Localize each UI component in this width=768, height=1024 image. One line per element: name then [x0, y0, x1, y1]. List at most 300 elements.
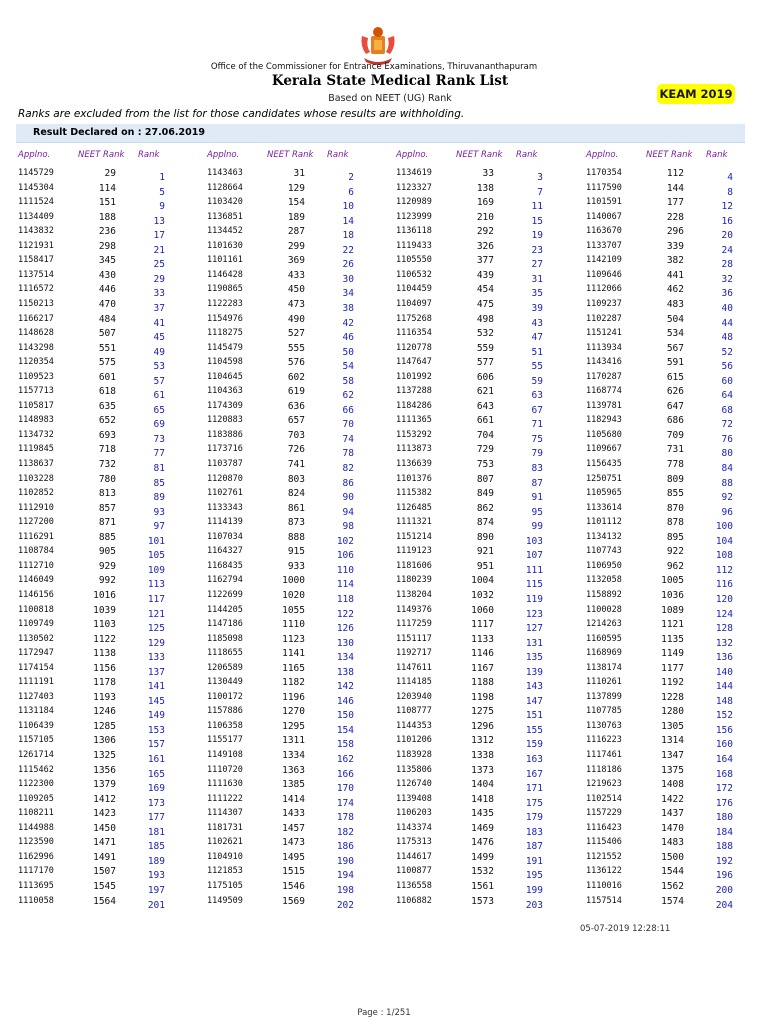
neet-rank: 1457: [282, 822, 305, 834]
application-number: 1102287: [586, 313, 622, 324]
column-header-appl: Applno.: [207, 150, 240, 160]
table-row: [18, 183, 198, 197]
application-number: 1155177: [207, 735, 243, 746]
neet-rank: 686: [666, 415, 684, 427]
application-number: 1105550: [396, 255, 432, 266]
table-row: [207, 721, 387, 735]
state-rank: 144: [715, 681, 733, 693]
state-rank: 172: [715, 783, 733, 795]
neet-rank: 1192: [661, 677, 684, 689]
application-number: 1162996: [18, 851, 54, 862]
neet-rank: 555: [287, 342, 305, 354]
neet-rank: 1032: [471, 589, 494, 601]
neet-rank: 1491: [93, 851, 116, 863]
state-rank: 37: [153, 302, 165, 314]
neet-rank: 1433: [282, 808, 305, 820]
application-number: 1156435: [586, 459, 622, 469]
state-rank: 204: [715, 899, 733, 911]
neet-rank: 1306: [93, 735, 116, 747]
application-number: 1160595: [586, 633, 622, 644]
state-rank: 175: [525, 797, 543, 809]
application-number: 1119433: [396, 240, 432, 251]
state-rank: 116: [715, 579, 733, 591]
table-row: [18, 328, 198, 342]
neet-rank: 1060: [471, 604, 494, 616]
table-row: [207, 546, 387, 560]
table-row: [207, 415, 387, 429]
table-row: [396, 474, 576, 488]
state-rank: 180: [715, 812, 733, 824]
state-rank: 152: [715, 710, 733, 722]
table-row: [18, 823, 198, 837]
neet-rank: 1149: [661, 648, 684, 660]
table-row: [396, 866, 576, 880]
neet-rank: 1473: [282, 837, 305, 849]
state-rank: 160: [715, 739, 733, 751]
table-row: [586, 677, 766, 691]
application-number: 1113695: [18, 880, 54, 891]
state-rank: 129: [147, 637, 165, 649]
table-row: [396, 212, 576, 226]
state-rank: 101: [147, 535, 165, 547]
application-number: 1101112: [586, 517, 622, 528]
table-row: [207, 896, 387, 910]
table-row: [18, 488, 198, 502]
neet-rank: 888: [287, 531, 305, 543]
state-rank: 45: [153, 332, 165, 344]
table-row: [586, 503, 766, 517]
table-row: [207, 212, 387, 226]
state-rank: 157: [147, 739, 165, 751]
state-rank: 117: [147, 593, 165, 605]
neet-rank: 1305: [661, 720, 684, 732]
application-number: 1114185: [396, 677, 432, 688]
state-rank: 83: [531, 463, 543, 474]
table-row: [586, 605, 766, 619]
table-row: [586, 328, 766, 342]
neet-rank: 1016: [93, 589, 116, 601]
state-rank: 30: [342, 273, 354, 285]
neet-rank: 151: [98, 197, 116, 209]
neet-rank: 534: [666, 328, 684, 340]
state-rank: 25: [153, 259, 165, 271]
application-number: 1164327: [207, 546, 243, 557]
neet-rank: 577: [476, 357, 494, 369]
neet-rank: 921: [476, 546, 494, 558]
neet-rank: 855: [666, 488, 684, 500]
application-number: 1119123: [396, 546, 432, 557]
neet-rank: 1499: [471, 851, 494, 863]
application-number: 1136851: [207, 211, 243, 222]
table-row: [586, 299, 766, 313]
state-rank: 46: [342, 332, 354, 344]
neet-rank: 188: [98, 211, 116, 223]
neet-rank: 1123: [282, 633, 305, 645]
table-row: [586, 866, 766, 880]
application-number: 1158417: [18, 255, 54, 266]
state-rank: 56: [721, 361, 733, 373]
application-number: 1261714: [18, 750, 54, 760]
neet-rank: 803: [287, 473, 305, 485]
table-row: [396, 692, 576, 706]
state-rank: 145: [147, 695, 165, 707]
neet-rank: 1039: [93, 604, 116, 616]
state-rank: 191: [525, 855, 543, 867]
state-rank: 137: [147, 666, 165, 678]
table-row: [396, 619, 576, 633]
state-rank: 14: [342, 215, 354, 227]
state-rank: 82: [342, 463, 354, 474]
table-row: [207, 299, 387, 313]
state-rank: 127: [525, 623, 543, 635]
application-number: 1143832: [18, 226, 54, 237]
neet-rank: 1561: [471, 880, 494, 892]
office-name: Office of the Commissioner for Entrance Examinations, Thiruvananthapuram: [210, 62, 538, 72]
application-number: 1105965: [586, 488, 622, 499]
application-number: 1130502: [18, 633, 54, 644]
table-row: [18, 619, 198, 633]
table-row: [396, 735, 576, 749]
application-number: 1106358: [207, 720, 243, 731]
application-number: 1133343: [207, 502, 243, 513]
state-rank: 186: [336, 841, 354, 853]
column-header-neet: NEET Rank: [456, 150, 503, 160]
state-rank: 12: [721, 201, 733, 213]
table-row: [18, 284, 198, 298]
application-number: 1117590: [586, 182, 622, 193]
table-row: [396, 488, 576, 502]
table-row: [18, 663, 198, 677]
column-header-neet: NEET Rank: [646, 150, 693, 160]
neet-rank: 292: [476, 226, 494, 238]
table-row: [18, 168, 198, 182]
neet-rank: 643: [476, 400, 494, 412]
neet-rank: 1546: [282, 880, 305, 892]
neet-rank: 591: [666, 357, 684, 369]
table-row: [396, 415, 576, 429]
neet-rank: 446: [98, 284, 116, 296]
neet-rank: 177: [666, 197, 684, 209]
table-row: [18, 866, 198, 880]
application-number: 1116223: [586, 735, 622, 746]
application-number: 1122283: [207, 298, 243, 309]
neet-rank: 1544: [661, 866, 684, 878]
application-number: 1136558: [396, 880, 432, 891]
state-rank: 169: [147, 783, 165, 795]
state-rank: 13: [153, 215, 165, 227]
application-number: 1105680: [586, 429, 622, 440]
table-row: [396, 706, 576, 720]
neet-rank: 1246: [93, 706, 116, 718]
neet-rank: 1121: [661, 619, 684, 631]
application-number: 1150213: [18, 298, 54, 309]
neet-rank: 1562: [661, 880, 684, 892]
state-rank: 88: [721, 477, 733, 489]
application-number: 1102514: [586, 793, 622, 804]
state-rank: 176: [715, 797, 733, 809]
table-row: [18, 503, 198, 517]
application-number: 1110261: [586, 677, 622, 688]
neet-rank: 709: [666, 429, 684, 441]
state-rank: 47: [531, 332, 543, 344]
application-number: 1134409: [18, 211, 54, 222]
application-number: 1110016: [586, 880, 622, 891]
application-number: 1116291: [18, 531, 54, 542]
application-number: 1153292: [396, 429, 432, 440]
application-number: 1102621: [207, 837, 243, 848]
state-rank: 123: [525, 608, 543, 620]
table-row: [586, 561, 766, 575]
application-number: 1133707: [586, 240, 622, 251]
state-rank: 141: [147, 681, 165, 693]
state-rank: 87: [531, 477, 543, 489]
state-rank: 7: [537, 186, 543, 198]
state-rank: 179: [525, 812, 543, 824]
application-number: 1192717: [396, 648, 432, 659]
state-rank: 125: [147, 623, 165, 635]
table-row: [207, 430, 387, 444]
table-row: [396, 590, 576, 604]
neet-rank: 813: [98, 488, 116, 500]
state-rank: 39: [531, 302, 543, 314]
table-row: [18, 212, 198, 226]
state-rank: 86: [342, 477, 354, 489]
state-rank: 84: [721, 463, 733, 474]
application-number: 1136639: [396, 459, 432, 469]
table-row: [207, 357, 387, 371]
application-number: 1185098: [207, 633, 243, 644]
state-rank: 96: [721, 506, 733, 518]
neet-rank: 824: [287, 488, 305, 500]
neet-rank: 490: [287, 313, 305, 325]
state-rank: 203: [525, 899, 543, 911]
neet-rank: 559: [476, 342, 494, 354]
neet-rank: 1375: [661, 764, 684, 776]
application-number: 1114139: [207, 517, 243, 528]
table-row: [207, 488, 387, 502]
neet-rank: 1270: [282, 706, 305, 718]
application-number: 1101992: [396, 371, 432, 382]
application-number: 1138204: [396, 589, 432, 600]
neet-rank: 475: [476, 298, 494, 310]
application-number: 1118186: [586, 764, 622, 775]
column-header-rank: Rank: [706, 150, 728, 160]
neet-rank: 1156: [93, 662, 116, 674]
column-header-rank: Rank: [327, 150, 349, 160]
application-number: 1117259: [396, 619, 432, 630]
application-number: 1108784: [18, 546, 54, 557]
table-row: [18, 605, 198, 619]
state-rank: 149: [147, 710, 165, 722]
table-row: [586, 619, 766, 633]
neet-rank: 621: [476, 386, 494, 398]
application-number: 1144353: [396, 720, 432, 731]
application-number: 1134732: [18, 429, 54, 440]
neet-rank: 1507: [93, 866, 116, 878]
state-rank: 34: [342, 288, 354, 300]
state-rank: 67: [531, 404, 543, 416]
table-row: [207, 648, 387, 662]
table-row: [586, 430, 766, 444]
state-rank: 194: [336, 870, 354, 882]
neet-rank: 169: [476, 197, 494, 209]
application-number: 1130763: [586, 720, 622, 731]
table-row: [586, 401, 766, 415]
neet-rank: 1311: [282, 735, 305, 747]
state-rank: 166: [336, 768, 354, 780]
application-number: 1145729: [18, 168, 54, 178]
state-rank: 58: [342, 375, 354, 387]
state-rank: 146: [336, 695, 354, 707]
neet-rank: 718: [98, 444, 116, 456]
neet-rank: 1385: [282, 779, 305, 791]
application-number: 1105817: [18, 400, 54, 411]
state-rank: 142: [336, 681, 354, 693]
state-rank: 89: [153, 492, 165, 504]
application-number: 1168774: [586, 386, 622, 397]
application-number: 1144988: [18, 822, 54, 833]
neet-rank: 1379: [93, 779, 116, 791]
application-number: 1123590: [18, 837, 54, 848]
table-row: [207, 241, 387, 255]
application-number: 1157105: [18, 735, 54, 746]
application-number: 1118275: [207, 328, 243, 339]
application-number: 1109205: [18, 793, 54, 804]
table-row: [396, 794, 576, 808]
table-row: [586, 692, 766, 706]
neet-rank: 1564: [93, 895, 116, 907]
state-rank: 188: [715, 841, 733, 853]
state-rank: 3: [537, 172, 543, 183]
application-number: 1157229: [586, 808, 622, 819]
table-row: [396, 750, 576, 764]
neet-rank: 1408: [661, 779, 684, 791]
application-number: 1103228: [18, 473, 54, 484]
neet-rank: 874: [476, 517, 494, 529]
table-row: [586, 517, 766, 531]
state-rank: 97: [153, 521, 165, 533]
application-number: 1143416: [586, 357, 622, 368]
table-row: [207, 183, 387, 197]
table-row: [586, 386, 766, 400]
application-number: 1203940: [396, 691, 432, 702]
neet-rank: 873: [287, 517, 305, 529]
application-number: 1115406: [586, 837, 622, 848]
table-row: [18, 299, 198, 313]
table-row: [18, 459, 198, 473]
table-row: [396, 852, 576, 866]
neet-rank: 1470: [661, 822, 684, 834]
state-rank: 15: [531, 215, 543, 227]
state-rank: 23: [531, 244, 543, 256]
table-row: [207, 823, 387, 837]
neet-rank: 1110: [282, 619, 305, 631]
table-row: [586, 765, 766, 779]
neet-rank: 1228: [661, 691, 684, 703]
table-row: [18, 721, 198, 735]
application-number: 1151117: [396, 633, 432, 644]
state-rank: 150: [336, 710, 354, 722]
state-rank: 105: [147, 550, 165, 562]
neet-rank: 1165: [282, 662, 305, 674]
table-row: [18, 241, 198, 255]
table-row: [396, 197, 576, 211]
neet-rank: 890: [476, 531, 494, 543]
state-rank: 29: [153, 273, 165, 285]
table-row: [586, 212, 766, 226]
state-rank: 74: [342, 433, 354, 445]
result-declared-text: Result Declared on : 27.06.2019: [33, 127, 205, 138]
table-row: [396, 765, 576, 779]
application-number: 1117461: [586, 750, 622, 760]
neet-rank: 870: [666, 502, 684, 514]
table-row: [207, 372, 387, 386]
state-rank: 73: [153, 433, 165, 445]
neet-rank: 144: [666, 182, 684, 194]
table-row: [18, 706, 198, 720]
neet-rank: 726: [287, 444, 305, 456]
table-row: [586, 648, 766, 662]
table-row: [396, 444, 576, 458]
state-rank: 114: [336, 579, 354, 591]
neet-rank: 1103: [93, 619, 116, 631]
table-row: [396, 183, 576, 197]
state-rank: 164: [715, 754, 733, 765]
application-number: 1106950: [586, 560, 622, 571]
table-row: [18, 532, 198, 546]
table-row: [207, 459, 387, 473]
neet-rank: 1295: [282, 720, 305, 732]
state-rank: 107: [525, 550, 543, 562]
table-row: [396, 823, 576, 837]
application-number: 1137288: [396, 386, 432, 397]
state-rank: 121: [147, 608, 165, 620]
neet-rank: 1177: [661, 662, 684, 674]
application-number: 1121931: [18, 240, 54, 251]
neet-rank: 527: [287, 328, 305, 340]
application-number: 1101376: [396, 473, 432, 484]
application-number: 1102852: [18, 488, 54, 499]
neet-rank: 1483: [661, 837, 684, 849]
state-rank: 17: [153, 230, 165, 242]
table-row: [18, 314, 198, 328]
table-row: [207, 779, 387, 793]
table-row: [396, 779, 576, 793]
application-number: 1139781: [586, 400, 622, 411]
application-number: 1101206: [396, 735, 432, 746]
state-rank: 201: [147, 899, 165, 911]
table-row: [396, 284, 576, 298]
state-rank: 202: [336, 899, 354, 911]
state-rank: 197: [147, 884, 165, 896]
state-rank: 28: [721, 259, 733, 271]
neet-rank: 780: [98, 473, 116, 485]
print-timestamp: 05-07-2019 12:28:11: [580, 924, 671, 934]
state-rank: 31: [531, 273, 543, 285]
table-row: [586, 444, 766, 458]
application-number: 1146156: [18, 589, 54, 600]
application-number: 1168969: [586, 648, 622, 659]
neet-rank: 326: [476, 240, 494, 252]
application-number: 1219623: [586, 779, 622, 790]
state-rank: 2: [348, 172, 354, 183]
neet-rank: 210: [476, 211, 494, 223]
neet-rank: 731: [666, 444, 684, 456]
neet-rank: 951: [476, 560, 494, 572]
application-number: 1142109: [586, 255, 622, 266]
table-row: [586, 881, 766, 895]
state-rank: 171: [525, 783, 543, 795]
